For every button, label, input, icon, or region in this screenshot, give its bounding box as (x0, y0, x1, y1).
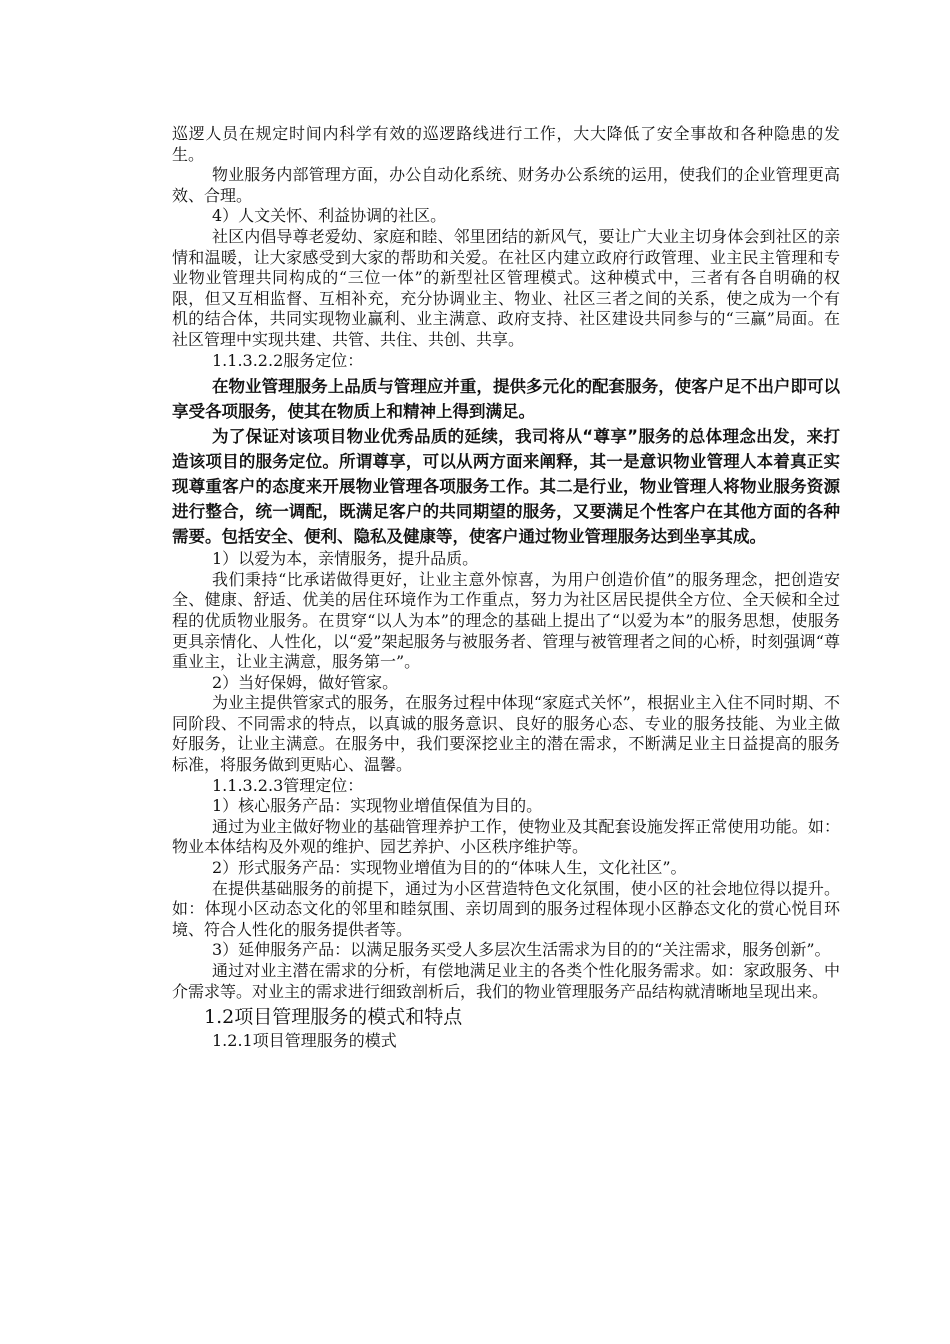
item-humanistic-community: 4）人文关怀、利益协调的社区。 (212, 206, 447, 226)
document-page (172, 124, 840, 1052)
item-core-service: 1）核心服务产品：实现物业增值保值为目的。 (212, 796, 543, 816)
paragraph-service-quality: 在物业管理服务上品质与管理应并重，提供多元化的配套服务，使客户足不出户即可以享受各项服务，使其在物质上和精神上得到满足。 (172, 377, 840, 422)
paragraph-service-philosophy: 我们秉持“比承诺做得更好，让业主意外惊喜，为用户创造价值”的服务理念，把创造安全、健康、舒适、优美的居住环境作为工作重点，努力为社区居民提供全方位、全天候和全过程的优质物业服务。在贯穿“以人为本”的理念的基础上提出了“以爱为本”的服务思想，使服务更具亲情化、人性化，以“爱”架起服务与被服务者、管理与被管理者之间的心桥，时刻强调“尊重业主，让业主满意，服务第一”。 (172, 569, 840, 672)
paragraph-housekeeper-service: 为业主提供管家式的服务，在服务过程中体现“家庭式关怀”，根据业主入住不同时期、不同阶段、不同需求的特点，以真诚的服务意识、良好的服务心态、专业的服务技能、为业主做好服务，让业主满意。在服务中，我们要深挖业主的潜在需求，不断满足业主日益提高的服务标准，将服务做到更贴心、温馨。 (172, 693, 840, 775)
paragraph-extended-service: 通过对业主潜在需求的分析，有偿地满足业主的各类个性化服务需求。如：家政服务、中介需求等。对业主的需求进行细致剖析后，我们的物业管理服务产品结构就清晰地呈现出来。 (172, 961, 840, 1001)
subsection-heading-mode: 1.2.1项目管理服务的模式 (212, 1031, 397, 1051)
section-management-positioning: 1.1.3.2.3管理定位： (212, 775, 364, 795)
paragraph-internal-management: 物业服务内部管理方面，办公自动化系统、财务办公系统的运用，使我们的企业管理更高效、合理。 (172, 165, 840, 205)
item-form-service: 2）形式服务产品：实现物业增值为目的的“体味人生，文化社区”。 (212, 858, 687, 878)
paragraph-community: 社区内倡导尊老爱幼、家庭和睦、邻里团结的新风气，要让广大业主切身体会到社区的亲情和温暖，让大家感受到大家的帮助和关爱。在社区内建立政府行政管理、业主民主管理和专业物业管理共同构成的“三位一体”的新型社区管理模式。这种模式中，三者有各自明确的权限，但又互相监督、互相补充，充分协调业主、物业、社区三者之间的关系，使之成为一个有机的结合体，共同实现物业赢利、业主满意、政府支持、社区建设共同参与的“三赢”局面。在社区管理中实现共建、共管、共住、共创、共享。 (172, 226, 840, 349)
paragraph-core-service: 通过为业主做好物业的基础管理养护工作，使物业及其配套设施发挥正常使用功能。如：物业本体结构及外观的维护、园艺养护、小区秩序维护等。 (172, 816, 840, 857)
paragraph-patrol: 巡逻人员在规定时间内科学有效的巡逻路线进行工作，大大降低了安全事故和各种隐患的发生。 (172, 124, 840, 164)
item-love-based: 1）以爱为本，亲情服务，提升品质。 (212, 549, 479, 569)
section-service-positioning: 1.1.3.2.2服务定位： (212, 350, 364, 370)
paragraph-form-service: 在提供基础服务的前提下，通过为小区营造特色文化氛围，使小区的社会地位得以提升。如：体现小区动态文化的邻里和睦氛围、亲切周到的服务过程体现小区静态文化的赏心悦目环境、符合人性化的服务提供者等。 (172, 878, 840, 939)
paragraph-premium-service: 为了保证对该项目物业优秀品质的延续，我司将从“尊享”服务的总体理念出发，来打造该项目的服务定位。所谓尊享，可以从两方面来阐释，其一是意识物业管理人本着真正实现尊重客户的态度来开展物业管理各项服务工作。其二是行业，物业管理人将物业服务资源进行整合，统一调配，既满足客户的共同期望的服务，又要满足个性客户在其他方面的各种需要。包括安全、便利、隐私及健康等，使客户通过物业管理服务达到坐享其成。 (172, 427, 840, 547)
item-housekeeper: 2）当好保姆，做好管家。 (212, 672, 399, 692)
item-extended-service: 3）延伸服务产品：以满足服务买受人多层次生活需求为目的的“关注需求，服务创新”。 (212, 940, 831, 960)
section-heading-mode: 1.2项目管理服务的模式和特点 (204, 1006, 463, 1029)
